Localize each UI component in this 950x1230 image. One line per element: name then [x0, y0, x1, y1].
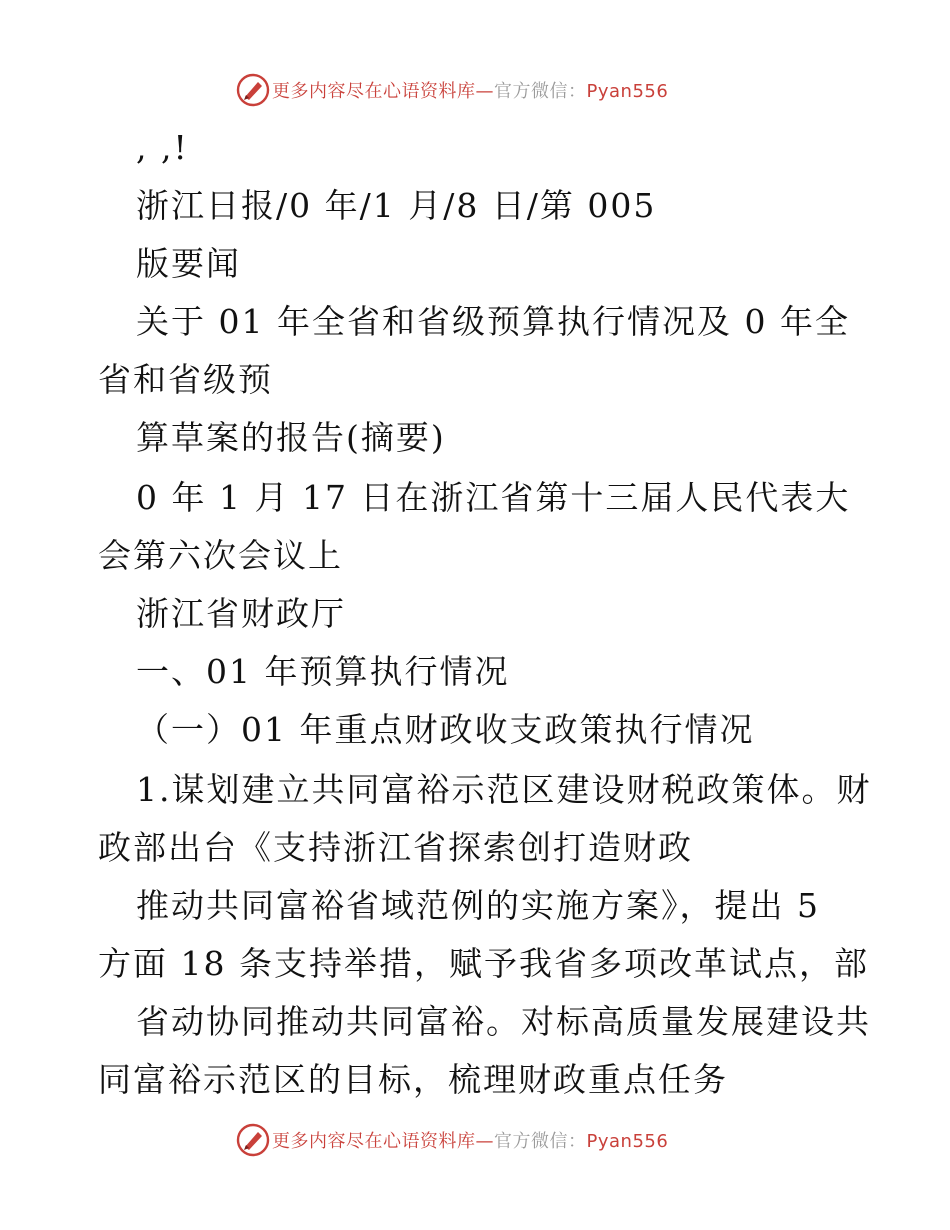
watermark-text: 更多内容尽在心语资料库—官方微信：Pyan556 — [272, 81, 669, 102]
doc-line-17: 同富裕示范区的目标，梳理财政重点任务 — [98, 1060, 728, 1099]
doc-line-16: 省动协同推动共同富裕。对标高质量发展建设共 — [136, 1002, 871, 1041]
doc-line-7: 0 年 1 月 17 日在浙江省第十三届人民代表大 — [136, 478, 851, 517]
doc-line-11: （一）01 年重点财政收支政策执行情况 — [136, 710, 755, 749]
doc-line-13: 政部出台《支持浙江省探索创打造财政 — [98, 828, 693, 867]
doc-line-8: 会第六次会议上 — [98, 536, 343, 575]
header-watermark — [236, 70, 668, 110]
doc-line-10: 一、01 年预算执行情况 — [136, 652, 510, 691]
doc-line-12: 1.谋划建立共同富裕示范区建设财税政策体。财 — [136, 770, 872, 809]
doc-line-2: 浙江日报/0 年/1 月/8 日/第 005 — [136, 186, 657, 225]
doc-line-5: 省和省级预 — [98, 360, 273, 399]
doc-line-9: 浙江省财政厅 — [136, 594, 346, 633]
doc-line-1: , ,! — [136, 128, 189, 167]
pen-logo-icon — [236, 73, 270, 107]
doc-line-4: 关于 01 年全省和省级预算执行情况及 0 年全 — [136, 302, 850, 341]
footer-watermark — [236, 1120, 668, 1160]
doc-line-6: 算草案的报告(摘要) — [136, 418, 446, 457]
doc-line-14: 推动共同富裕省域范例的实施方案》，提出 5 — [136, 886, 820, 925]
doc-line-15: 方面 18 条支持举措，赋予我省多项改革试点，部 — [98, 944, 869, 983]
pen-logo-icon — [236, 1123, 270, 1157]
doc-line-3: 版要闻 — [136, 244, 241, 283]
watermark-text: 更多内容尽在心语资料库—官方微信：Pyan556 — [272, 1131, 669, 1152]
